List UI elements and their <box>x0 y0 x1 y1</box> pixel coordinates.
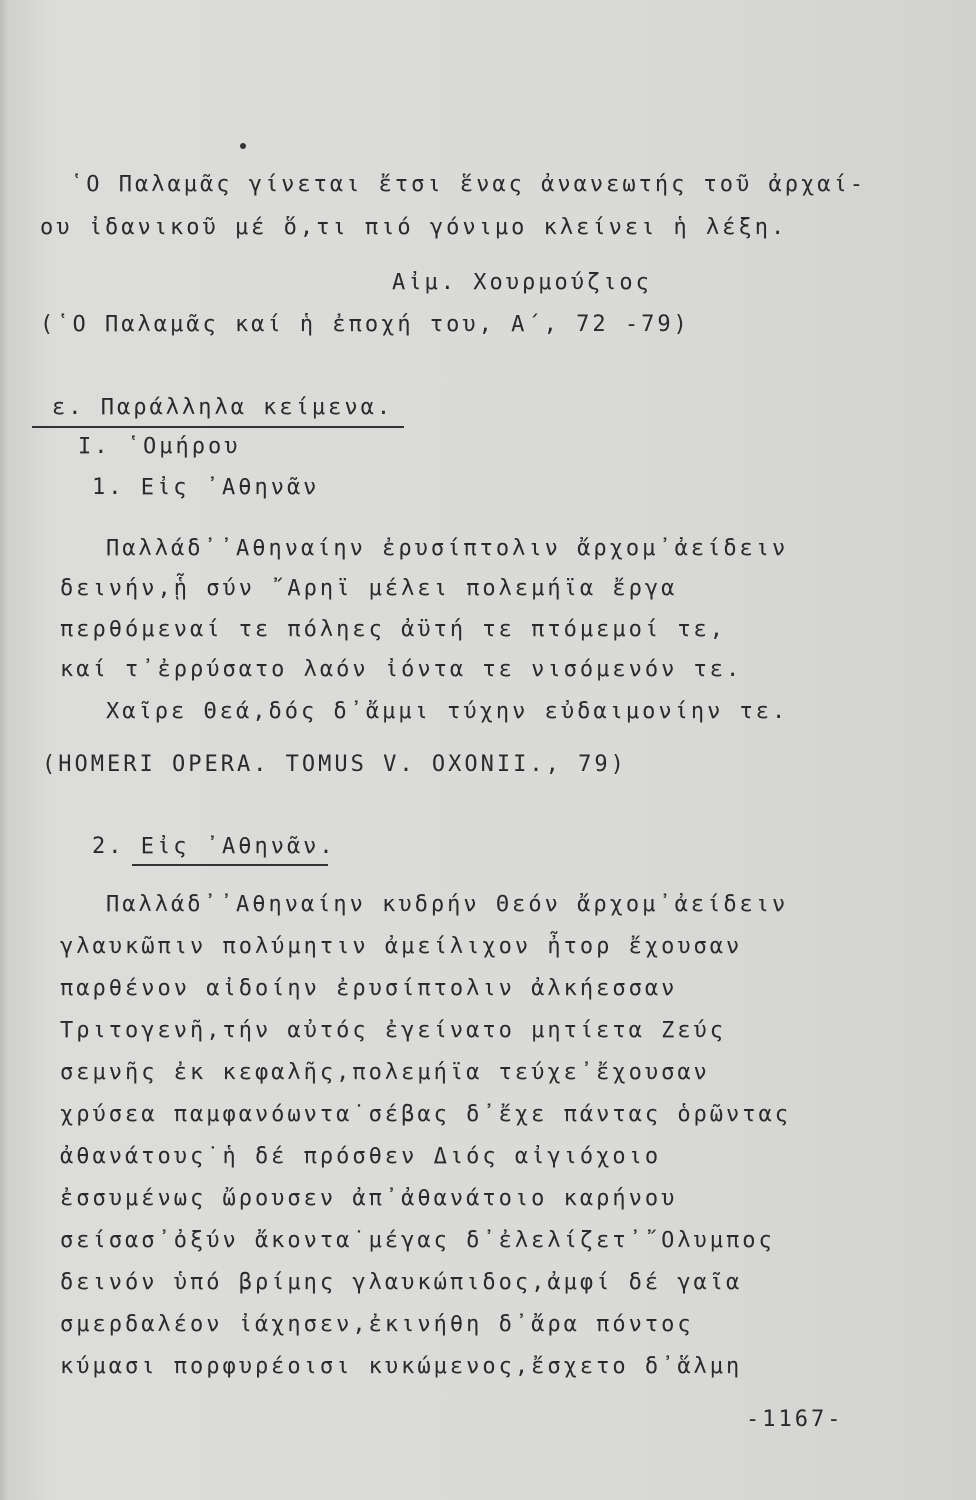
intro-quote-line-2: ου ἰδανικοῦ μέ ὅ,τι πιό γόνιμο κλείνει ἡ λέξη. <box>40 215 788 240</box>
page-edge <box>0 0 10 1500</box>
section-subheading: Ι. ῾Ομήρου <box>78 434 241 459</box>
hymn2-line-7: ἀθανάτους˙ἡ δέ πρόσθεν Διός αἰγιόχοιο <box>60 1144 662 1169</box>
ink-speck <box>240 143 246 149</box>
hymn1-line-5: Χαῖρε Θεά,δός δ᾿ἄμμι τύχην εὐδαιμονίην τε. <box>106 699 789 724</box>
hymn1-line-2: δεινήν,ᾗ σύν ῎Αρηϊ μέλει πολεμήϊα ἔργα <box>60 576 678 601</box>
hymn2-title: 2. Εἰς ᾿Αθηνᾶν. <box>92 834 336 859</box>
intro-source: (῾Ο Παλαμᾶς καί ἡ ἐποχή του, Α΄, 72 -79) <box>40 312 690 337</box>
hymn1-line-1: Παλλάδ᾿᾿Αθηναίην ἐρυσίπτολιν ἄρχομ᾿ἀείδειν <box>106 536 789 561</box>
hymn1-title: 1. Εἰς ᾿Αθηνᾶν <box>92 475 320 500</box>
hymn2-line-8: ἐσσυμένως ὤρουσεν ἀπ᾿ἀθανάτοιο καρήνου <box>60 1186 678 1211</box>
hymn1-citation: (HOMERI OPERA. TOMUS V. OXONII., 79) <box>42 752 627 777</box>
section-heading: ε. Παράλληλα κείμενα. <box>52 395 394 420</box>
hymn2-line-9: σείσασ᾿ὀξύν ἄκοντα˙μέγας δ᾿ἐλελίζετ᾿῎Ολυμπος <box>60 1228 775 1253</box>
intro-quote-line-1: ῾Ο Παλαμᾶς γίνεται ἔτσι ἕνας ἀνανεωτής τοῦ ἀρχαί- <box>70 172 867 197</box>
hymn2-line-3: παρθένον αἰδοίην ἐρυσίπτολιν ἀλκήεσσαν <box>60 976 678 1001</box>
hymn1-line-4: καί τ᾿ἐρρύσατο λαόν ἰόντα τε νισόμενόν τε. <box>60 657 743 682</box>
hymn2-line-1: Παλλάδ᾿᾿Αθηναίην κυδρήν Θεόν ἄρχομ᾿ἀείδειν <box>106 892 789 917</box>
section-heading-underline <box>32 426 404 428</box>
hymn2-line-2: γλαυκῶπιν πολύμητιν ἀμείλιχον ἦτορ ἔχουσαν <box>60 934 743 959</box>
intro-author: Αἰμ. Χουρμούζιος <box>392 270 652 295</box>
hymn2-line-6: χρύσεα παμφανόωντα˙σέβας δ᾿ἔχε πάντας ὁρῶντας <box>60 1102 792 1127</box>
hymn2-line-11: σμερδαλέον ἰάχησεν,ἐκινήθη δ᾿ἄρα πόντος <box>60 1312 694 1337</box>
hymn2-title-underline <box>132 864 328 866</box>
page-number: -1167- <box>746 1407 844 1432</box>
hymn2-line-12: κύμασι πορφυρέοισι κυκώμενος,ἔσχετο δ᾿ἅλμη <box>60 1354 743 1379</box>
hymn2-line-5: σεμνῆς ἐκ κεφαλῆς,πολεμήϊα τεύχε᾿ἔχουσαν <box>60 1060 710 1085</box>
hymn1-line-3: περθόμεναί τε πόληες ἀϋτή τε πτόμεμοί τε, <box>60 617 727 642</box>
hymn2-line-10: δεινόν ὑπό βρίμης γλαυκώπιδος,ἀμφί δέ γαῖα <box>60 1270 743 1295</box>
hymn2-line-4: Τριτογενῆ,τήν αὐτός ἐγείνατο μητίετα Ζεύς <box>60 1018 727 1043</box>
